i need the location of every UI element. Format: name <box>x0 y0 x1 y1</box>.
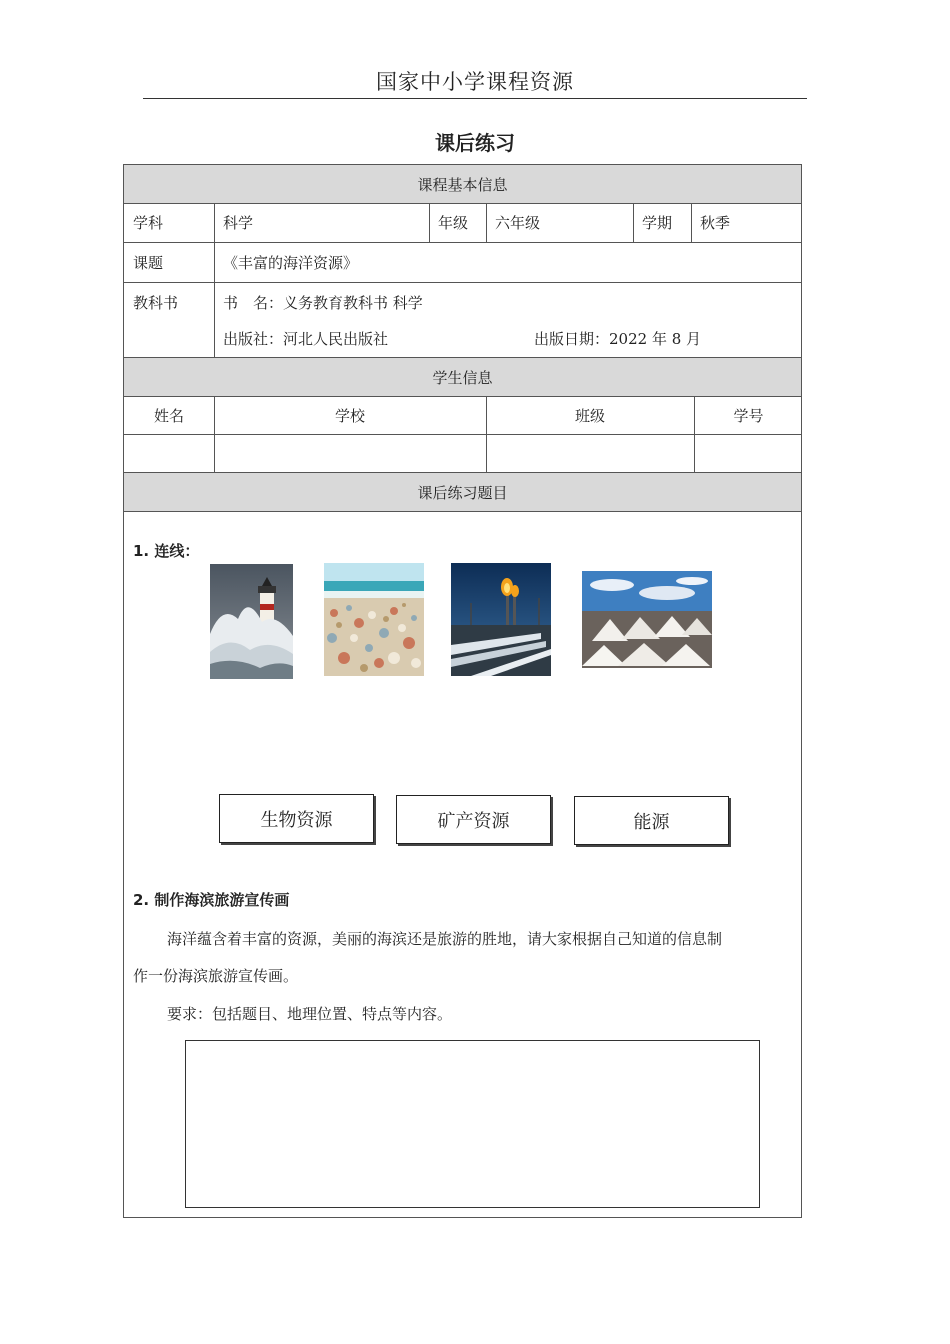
section-student-info: 学生信息 <box>124 358 801 396</box>
student-id-field[interactable] <box>694 434 803 472</box>
section-exercises: 课后练习题目 <box>124 473 801 511</box>
question-2-requirement: 要求：包括题目、地理位置、特点等内容。 <box>167 1005 453 1023</box>
grade-label: 年级 <box>438 214 469 232</box>
student-school-field[interactable] <box>214 434 486 472</box>
textbook-publisher: 出版社：河北人民出版社 <box>223 329 389 348</box>
subject-value: 科学 <box>223 214 254 232</box>
col-class-header: 班级 <box>574 406 605 425</box>
site-header: 国家中小学课程资源 <box>376 70 574 94</box>
term-value: 秋季 <box>700 214 731 232</box>
question-2-title: 2. 制作海滨旅游宣传画 <box>133 891 290 909</box>
gas-pipeline-photo <box>451 563 551 676</box>
question-2-text-line2: 作一份海滨旅游宣传画。 <box>133 967 299 985</box>
textbook-pub-date: 出版日期：2022 年 8 月 <box>534 329 702 348</box>
student-class-field[interactable] <box>486 434 694 472</box>
student-name-field[interactable] <box>124 434 214 472</box>
question-2-text-line1: 海洋蕴含着丰富的资源，美丽的海滨还是旅游的胜地，请大家根据自己知道的信息制 <box>167 930 723 948</box>
lighthouse-waves-photo <box>210 564 293 679</box>
option-energy[interactable]: 能源 <box>574 796 729 845</box>
page-title: 课后练习 <box>435 131 515 155</box>
worksheet-table <box>123 164 802 1218</box>
option-mineral-resources[interactable]: 矿产资源 <box>396 795 551 844</box>
col-name-header: 姓名 <box>153 406 184 425</box>
col-school-header: 学校 <box>334 406 365 425</box>
sea-salt-pile-photo <box>582 571 712 668</box>
option-biological-resources[interactable]: 生物资源 <box>219 794 374 843</box>
textbook-name: 书 名：义务教育教科书 科学 <box>223 293 423 312</box>
textbook-label: 教科书 <box>133 293 179 312</box>
term-label: 学期 <box>642 214 673 232</box>
seashells-beach-photo <box>324 563 424 676</box>
topic-value: 《丰富的海洋资源》 <box>223 253 359 272</box>
grade-value: 六年级 <box>495 214 541 232</box>
col-id-header: 学号 <box>733 406 764 425</box>
question-1-title: 1. 连线： <box>133 542 200 560</box>
poster-drawing-area[interactable] <box>185 1040 760 1208</box>
section-basic-info: 课程基本信息 <box>124 165 801 203</box>
header-divider <box>143 98 807 99</box>
subject-label: 学科 <box>133 214 164 232</box>
topic-label: 课题 <box>133 253 164 272</box>
